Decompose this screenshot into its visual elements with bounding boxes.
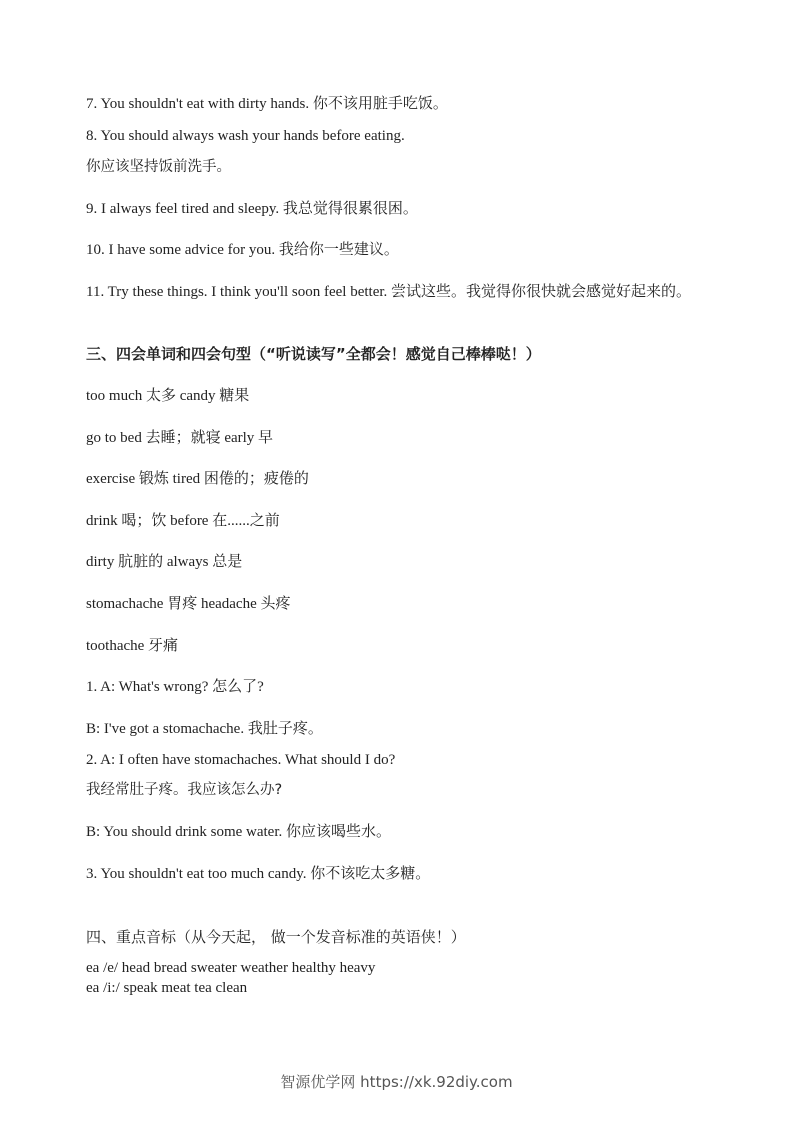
dialogue-line: B: You should drink some water. 你应该喝些水。	[86, 824, 392, 840]
sentence-8: 8. You should always wash your hands before eating.	[86, 128, 405, 144]
vocab-line: exercise 锻炼 tired 困倦的；疲倦的	[86, 471, 309, 487]
dialogue-line: 1. A: What's wrong? 怎么了?	[86, 679, 264, 695]
sentence-11: 11. Try these things. I think you'll soon feel better. 尝试这些。我觉得你很快就会感觉好起来的。	[86, 284, 692, 300]
dialogue-line: 2. A: I often have stomachaches. What should I do?	[86, 752, 396, 768]
vocab-line: stomachache 胃疼 headache 头疼	[86, 596, 291, 612]
footer-watermark: 智源优学网 https://xk.92diy.com	[280, 1073, 513, 1091]
section-4-heading: 四、重点音标（从今天起， 做一个发音标准的英语侠！）	[86, 928, 466, 946]
dialogue-line: 我经常肚子疼。我应该怎么办?	[86, 782, 283, 798]
dialogue-line: B: I've got a stomachache. 我肚子疼。	[86, 721, 323, 737]
vocab-line: drink 喝；饮 before 在......之前	[86, 513, 280, 529]
phonics-line: ea /i:/ speak meat tea clean	[86, 980, 248, 996]
sentence-9: 9. I always feel tired and sleepy. 我总觉得很累很困。	[86, 201, 418, 217]
vocab-line: too much 太多 candy 糖果	[86, 388, 250, 404]
sentence-10: 10. I have some advice for you. 我给你一些建议。	[86, 242, 399, 258]
section-3-heading: 三、四会单词和四会句型（“听说读写”全都会！感觉自己棒棒哒！）	[86, 345, 541, 363]
sentence-7: 7. You shouldn't eat with dirty hands. 你不该用脏手吃饭。	[86, 96, 448, 112]
dialogue-line: 3. You shouldn't eat too much candy. 你不该吃太多糖。	[86, 866, 431, 882]
vocab-line: toothache 牙痛	[86, 638, 179, 654]
vocab-line: dirty 肮脏的 always 总是	[86, 554, 243, 570]
sentence-8-translation: 你应该坚持饭前洗手。	[86, 159, 231, 175]
vocab-line: go to bed 去睡；就寝 early 早	[86, 430, 274, 446]
phonics-line: ea /e/ head bread sweater weather healthy heavy	[86, 960, 376, 976]
